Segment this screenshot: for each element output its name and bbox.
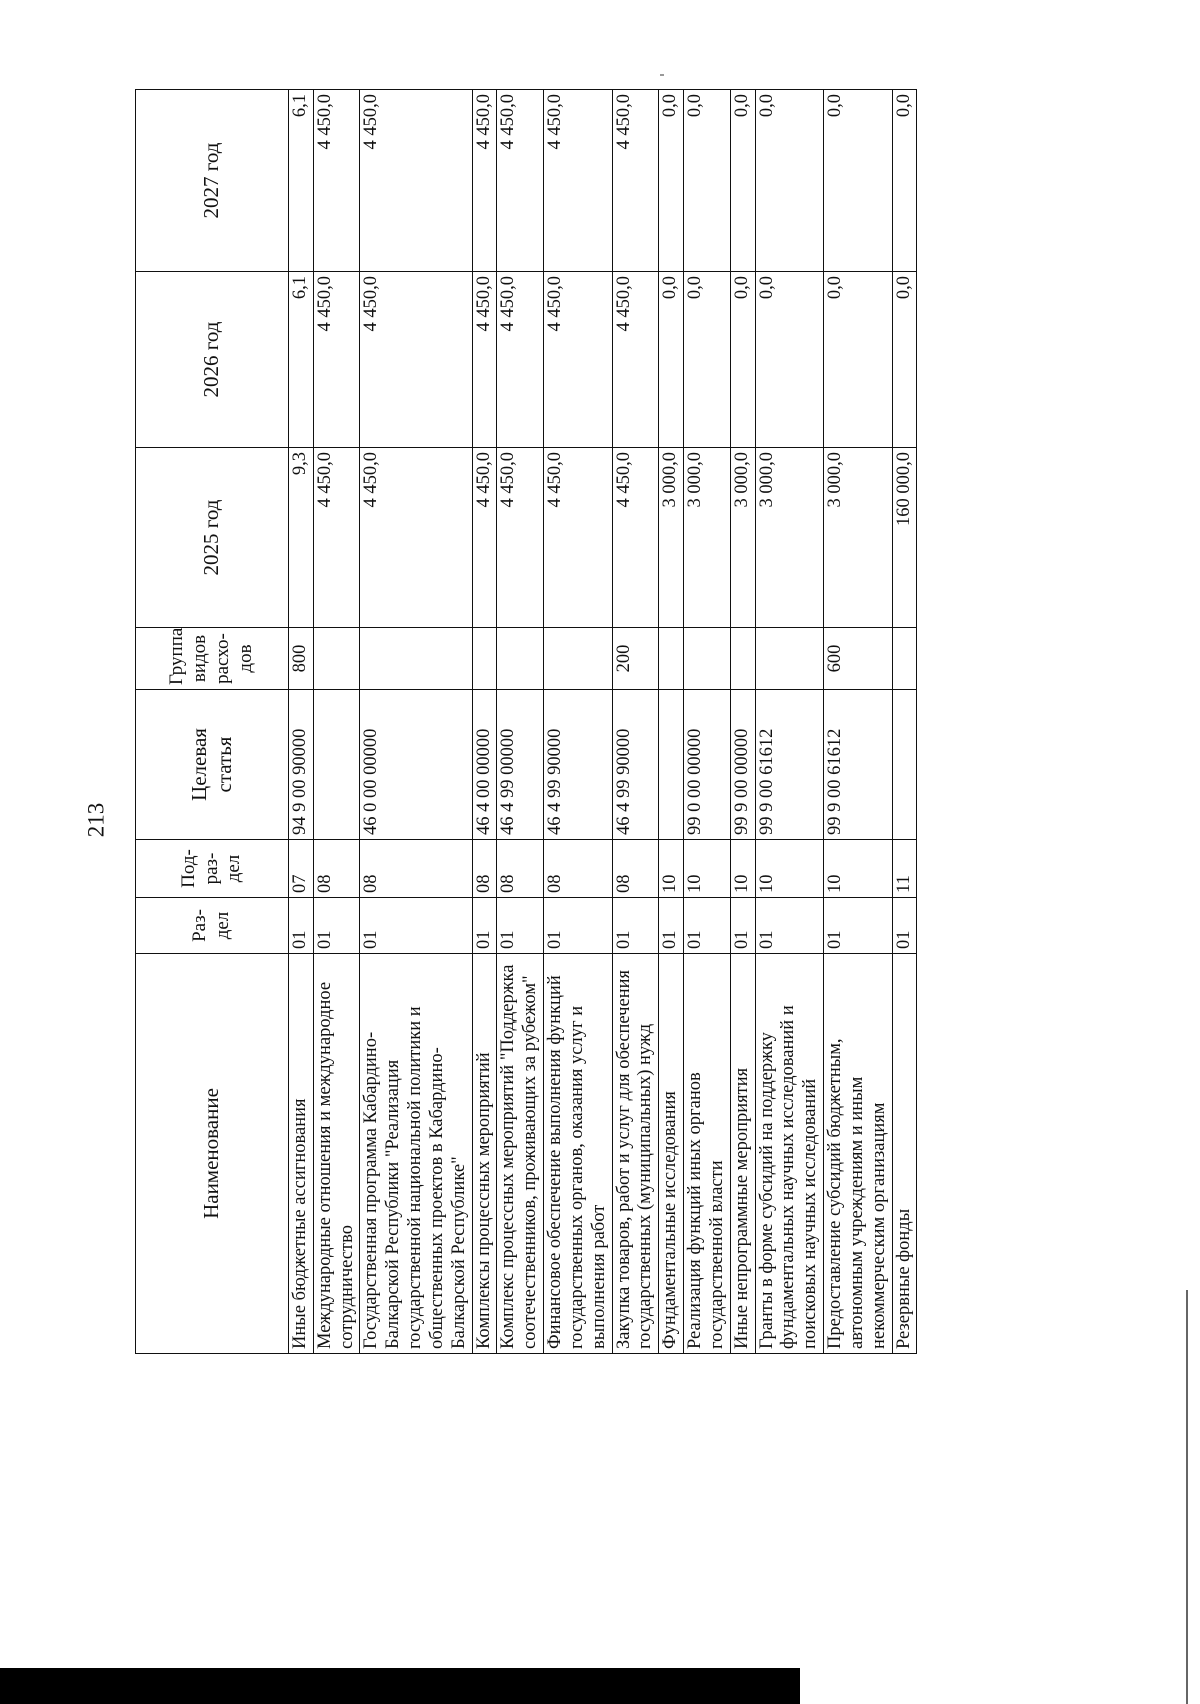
table-row bbox=[755, 90, 823, 1354]
row-2026: 4 450,0 bbox=[544, 272, 612, 448]
row-2026: 4 450,0 bbox=[497, 272, 544, 448]
budget-table-container bbox=[135, 90, 1035, 1354]
scan-artifact-edge bbox=[1186, 1290, 1188, 1704]
table-row bbox=[824, 90, 892, 1354]
row-section: 01 bbox=[892, 898, 917, 954]
row-section: 01 bbox=[472, 898, 497, 954]
header-section: Раз- дел bbox=[136, 898, 289, 954]
row-2025: 4 450,0 bbox=[497, 448, 544, 628]
row-name: Государственная программа Кабардино-Балкарской Республики "Реализация государственной национальной политики и общественных проектов в Кабардино-Балкарской Республике" bbox=[360, 954, 472, 1354]
table-row bbox=[612, 90, 659, 1354]
row-section: 01 bbox=[313, 898, 360, 954]
row-expense-group bbox=[684, 628, 731, 690]
row-2026: 4 450,0 bbox=[472, 272, 497, 448]
row-2025: 160 000,0 bbox=[892, 448, 917, 628]
row-subsection: 10 bbox=[659, 840, 684, 898]
row-expense-group bbox=[544, 628, 612, 690]
row-2026: 0,0 bbox=[824, 272, 892, 448]
row-name: Реализация функций иных органов государственной власти bbox=[684, 954, 731, 1354]
row-name: Фундаментальные исследования bbox=[659, 954, 684, 1354]
header-target-article: Целевая статья bbox=[136, 690, 289, 840]
row-2027: 0,0 bbox=[824, 90, 892, 272]
row-subsection: 10 bbox=[684, 840, 731, 898]
row-2026: 0,0 bbox=[755, 272, 823, 448]
header-2026: 2026 год bbox=[136, 272, 289, 448]
row-expense-group: 800 bbox=[289, 628, 314, 690]
row-target-article bbox=[892, 690, 917, 840]
row-name: Иные бюджетные ассигнования bbox=[289, 954, 314, 1354]
row-2025: 4 450,0 bbox=[313, 448, 360, 628]
row-target-article: 99 0 00 00000 bbox=[684, 690, 731, 840]
row-2027: 0,0 bbox=[659, 90, 684, 272]
row-section: 01 bbox=[730, 898, 755, 954]
row-expense-group bbox=[659, 628, 684, 690]
row-expense-group bbox=[360, 628, 472, 690]
row-2026: 4 450,0 bbox=[360, 272, 472, 448]
row-2025: 3 000,0 bbox=[755, 448, 823, 628]
row-2026: 0,0 bbox=[684, 272, 731, 448]
row-target-article: 94 9 00 90000 bbox=[289, 690, 314, 840]
table-row bbox=[659, 90, 684, 1354]
row-target-article bbox=[313, 690, 360, 840]
row-2027: 0,0 bbox=[892, 90, 917, 272]
table-row bbox=[544, 90, 612, 1354]
row-subsection: 07 bbox=[289, 840, 314, 898]
row-expense-group: 200 bbox=[612, 628, 659, 690]
row-subsection: 08 bbox=[313, 840, 360, 898]
row-2025: 4 450,0 bbox=[544, 448, 612, 628]
row-name: Иные непрограммные мероприятия bbox=[730, 954, 755, 1354]
row-subsection: 08 bbox=[360, 840, 472, 898]
header-expense-group: Группа видов расхо- дов bbox=[136, 628, 289, 690]
row-2026: 4 450,0 bbox=[612, 272, 659, 448]
row-name: Комплексы процессных мероприятий bbox=[472, 954, 497, 1354]
budget-table bbox=[135, 89, 917, 1354]
row-subsection: 10 bbox=[755, 840, 823, 898]
row-2026: 6,1 bbox=[289, 272, 314, 448]
scan-artifact-bar bbox=[0, 1668, 800, 1704]
row-target-article: 99 9 00 00000 bbox=[730, 690, 755, 840]
row-section: 01 bbox=[360, 898, 472, 954]
row-2027: 0,0 bbox=[684, 90, 731, 272]
row-section: 01 bbox=[544, 898, 612, 954]
page-number-text: 213 bbox=[83, 802, 108, 838]
header-name: Наименование bbox=[136, 954, 289, 1354]
row-target-article: 46 4 99 90000 bbox=[612, 690, 659, 840]
row-name: Международные отношения и международное сотрудничество bbox=[313, 954, 360, 1354]
row-target-article bbox=[659, 690, 684, 840]
row-subsection: 08 bbox=[544, 840, 612, 898]
row-2026: 0,0 bbox=[659, 272, 684, 448]
row-2027: 4 450,0 bbox=[360, 90, 472, 272]
row-2027: 4 450,0 bbox=[313, 90, 360, 272]
row-2025: 4 450,0 bbox=[472, 448, 497, 628]
page-number bbox=[83, 790, 109, 850]
row-target-article: 46 4 99 00000 bbox=[497, 690, 544, 840]
row-2025: 4 450,0 bbox=[612, 448, 659, 628]
row-subsection: 10 bbox=[824, 840, 892, 898]
row-subsection: 08 bbox=[472, 840, 497, 898]
row-2027: 4 450,0 bbox=[544, 90, 612, 272]
row-2025: 3 000,0 bbox=[824, 448, 892, 628]
row-expense-group bbox=[730, 628, 755, 690]
row-2025: 3 000,0 bbox=[659, 448, 684, 628]
row-target-article: 99 9 00 61612 bbox=[824, 690, 892, 840]
row-2025: 3 000,0 bbox=[684, 448, 731, 628]
row-section: 01 bbox=[289, 898, 314, 954]
row-section: 01 bbox=[684, 898, 731, 954]
row-expense-group: 600 bbox=[824, 628, 892, 690]
row-target-article: 46 0 00 00000 bbox=[360, 690, 472, 840]
table-row bbox=[497, 90, 544, 1354]
table-header-row bbox=[136, 90, 289, 1354]
table-row bbox=[684, 90, 731, 1354]
row-expense-group bbox=[497, 628, 544, 690]
row-2026: 0,0 bbox=[730, 272, 755, 448]
row-2026: 4 450,0 bbox=[313, 272, 360, 448]
row-name: Закупка товаров, работ и услуг для обеспечения государственных (муниципальных) нужд bbox=[612, 954, 659, 1354]
row-name: Гранты в форме субсидий на поддержку фундаментальных научных исследований и поисковых научных исследований bbox=[755, 954, 823, 1354]
row-expense-group bbox=[892, 628, 917, 690]
row-name: Предоставление субсидий бюджетным, автономным учреждениям и иным некоммерческим организациям bbox=[824, 954, 892, 1354]
row-subsection: 10 bbox=[730, 840, 755, 898]
row-subsection: 11 bbox=[892, 840, 917, 898]
table-row bbox=[892, 90, 917, 1354]
table-row bbox=[313, 90, 360, 1354]
row-name: Резервные фонды bbox=[892, 954, 917, 1354]
row-name: Финансовое обеспечение выполнения функций государственных органов, оказания услуг и выполнения работ bbox=[544, 954, 612, 1354]
row-expense-group bbox=[755, 628, 823, 690]
table-row bbox=[472, 90, 497, 1354]
row-2026: 0,0 bbox=[892, 272, 917, 448]
header-2027: 2027 год bbox=[136, 90, 289, 272]
table-row bbox=[730, 90, 755, 1354]
row-target-article: 46 4 99 90000 bbox=[544, 690, 612, 840]
row-2027: 4 450,0 bbox=[612, 90, 659, 272]
scan-artifact-mark bbox=[660, 74, 664, 76]
row-expense-group bbox=[313, 628, 360, 690]
row-2027: 4 450,0 bbox=[472, 90, 497, 272]
row-2027: 0,0 bbox=[730, 90, 755, 272]
row-section: 01 bbox=[497, 898, 544, 954]
row-expense-group bbox=[472, 628, 497, 690]
row-name: Комплекс процессных мероприятий "Поддержка соотечественников, проживающих за рубежом" bbox=[497, 954, 544, 1354]
row-2025: 9,3 bbox=[289, 448, 314, 628]
row-section: 01 bbox=[659, 898, 684, 954]
row-target-article: 99 9 00 61612 bbox=[755, 690, 823, 840]
row-section: 01 bbox=[824, 898, 892, 954]
row-2025: 4 450,0 bbox=[360, 448, 472, 628]
header-2025: 2025 год bbox=[136, 448, 289, 628]
row-2027: 0,0 bbox=[755, 90, 823, 272]
table-row bbox=[360, 90, 472, 1354]
row-2027: 6,1 bbox=[289, 90, 314, 272]
row-subsection: 08 bbox=[497, 840, 544, 898]
row-subsection: 08 bbox=[612, 840, 659, 898]
header-subsection: Под- раз- дел bbox=[136, 840, 289, 898]
row-section: 01 bbox=[755, 898, 823, 954]
row-2027: 4 450,0 bbox=[497, 90, 544, 272]
table-row bbox=[289, 90, 314, 1354]
row-section: 01 bbox=[612, 898, 659, 954]
row-target-article: 46 4 00 00000 bbox=[472, 690, 497, 840]
row-2025: 3 000,0 bbox=[730, 448, 755, 628]
